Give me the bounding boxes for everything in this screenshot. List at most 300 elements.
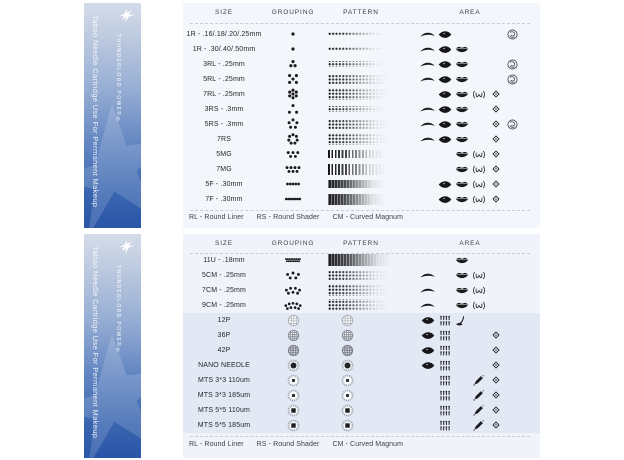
size-label: 5F - .30mm <box>205 180 243 188</box>
pattern-cell <box>328 298 394 313</box>
area-cell <box>419 283 521 298</box>
pattern-swatch-dot-band-2 <box>328 106 388 112</box>
area-lips-icon <box>453 147 470 162</box>
area-eye-icon <box>436 132 453 147</box>
table-row <box>183 358 540 373</box>
area-diamond-icon <box>487 403 504 418</box>
pattern-nano-ring-icon <box>341 359 354 372</box>
area-diamond-icon <box>487 132 504 147</box>
area-cell <box>419 72 521 87</box>
grouping-ring-7-icon <box>263 132 323 147</box>
grouping-tri-3-icon <box>263 57 323 72</box>
area-lips-icon <box>453 87 470 102</box>
brand-tagline: Tattoo Needle Cartridge Use For Permanent Makeup <box>91 246 100 439</box>
pattern-swatch-dot-band-3 <box>328 271 390 280</box>
table-row <box>183 418 540 433</box>
table-row <box>183 283 540 298</box>
area-slot-empty <box>470 358 487 373</box>
area-slot-empty <box>470 72 487 87</box>
table-row <box>183 132 540 147</box>
area-lash-icon <box>453 313 470 328</box>
grouping-mts-dot-sm-icon <box>263 388 323 403</box>
pattern-cell <box>328 177 394 192</box>
area-hair-icon <box>436 418 453 433</box>
pattern-cell <box>328 42 394 57</box>
pattern-mts-dot-sm-icon <box>341 389 354 402</box>
pattern-cell <box>328 268 394 283</box>
area-eye-icon <box>436 177 453 192</box>
area-slot-empty <box>504 343 521 358</box>
table-row <box>183 298 540 313</box>
size-label: 7RL - .25mm <box>203 90 245 98</box>
table-row <box>183 117 540 132</box>
area-diamond-icon <box>487 358 504 373</box>
legend <box>189 441 403 448</box>
area-slot-empty <box>436 253 453 268</box>
pattern-cell <box>328 57 394 72</box>
table-row <box>183 373 540 388</box>
grouping-cm-9-icon <box>263 298 323 313</box>
column-header-size: SIZE <box>214 9 234 16</box>
pattern-cell <box>328 147 394 162</box>
size-label: NANO NEEDLE <box>198 361 250 369</box>
pattern-cell <box>328 418 394 433</box>
pattern-swatch-dot-band-4 <box>328 133 390 145</box>
area-slot-empty <box>419 418 436 433</box>
grouping-tri-3w-icon <box>263 102 323 117</box>
pattern-mesh-12-icon <box>341 314 354 327</box>
table-row <box>183 57 540 72</box>
area-slot-empty <box>470 328 487 343</box>
pattern-cell <box>328 388 394 403</box>
area-breast-icon <box>470 87 487 102</box>
pattern-cell <box>328 253 394 268</box>
area-fingerprint-icon <box>504 27 521 42</box>
pattern-swatch-dot-band-4 <box>328 88 390 100</box>
area-eyebrow-icon <box>419 117 436 132</box>
pattern-cell <box>328 343 394 358</box>
pattern-cell <box>328 403 394 418</box>
size-label: 5RL - .25mm <box>203 75 245 83</box>
area-slot-empty <box>504 253 521 268</box>
area-slot-empty <box>504 102 521 117</box>
pattern-swatch-dot-band-4 <box>328 284 390 296</box>
area-cell <box>419 147 521 162</box>
pattern-swatch-dot-band-3 <box>328 120 390 129</box>
pattern-swatch-dot-band-3 <box>328 75 390 84</box>
pattern-swatch-dot-band-5 <box>328 299 391 312</box>
area-slot-empty <box>470 313 487 328</box>
area-slot-empty <box>504 42 521 57</box>
area-cell <box>419 117 521 132</box>
brand-name: THUNDERLORD POWER® <box>115 34 121 124</box>
area-lips-icon <box>453 268 470 283</box>
size-label: 3RS - .3mm <box>204 105 244 113</box>
area-diamond-icon <box>487 87 504 102</box>
pattern-cell <box>328 117 394 132</box>
area-eyebrow-icon <box>419 102 436 117</box>
area-slot-empty <box>453 403 470 418</box>
area-diamond-icon <box>487 192 504 207</box>
table-row <box>183 343 540 358</box>
area-lips-icon <box>453 57 470 72</box>
area-eye-icon <box>436 42 453 57</box>
column-header-pattern: PATTERN <box>343 240 379 247</box>
legend <box>189 214 403 221</box>
area-slot-empty <box>504 147 521 162</box>
table-row <box>183 253 540 268</box>
area-slot-empty <box>453 27 470 42</box>
size-label: 12P <box>217 316 231 324</box>
grouping-cm-7-icon <box>263 283 323 298</box>
area-diamond-icon <box>487 373 504 388</box>
grouping-cm-5-icon <box>263 268 323 283</box>
thunderbird-logo-icon <box>116 239 138 256</box>
pattern-swatch-solid-bar-wide <box>328 254 392 267</box>
area-slot-empty <box>436 268 453 283</box>
area-cell <box>419 418 521 433</box>
area-diamond-icon <box>487 177 504 192</box>
area-diamond-icon <box>487 388 504 403</box>
area-slot-empty <box>504 283 521 298</box>
area-cell <box>419 132 521 147</box>
grouping-mesh-42-icon <box>263 343 323 358</box>
pattern-cell <box>328 192 394 207</box>
area-cell <box>419 343 521 358</box>
area-lips-icon <box>453 102 470 117</box>
area-lips-icon <box>453 72 470 87</box>
area-slot-empty <box>504 373 521 388</box>
area-slot-empty <box>504 177 521 192</box>
area-slot-empty <box>453 418 470 433</box>
pattern-swatch-stripe-bar-lg <box>328 164 387 175</box>
area-slot-empty <box>504 313 521 328</box>
pattern-cell <box>328 313 394 328</box>
area-cell <box>419 253 521 268</box>
table-row <box>183 388 540 403</box>
table-row <box>183 192 540 207</box>
table-row <box>183 42 540 57</box>
area-cell <box>419 388 521 403</box>
area-eye-icon <box>436 117 453 132</box>
area-breast-icon <box>470 177 487 192</box>
pattern-mts-dot-lg-icon <box>341 404 354 417</box>
area-slot-empty <box>504 132 521 147</box>
area-slot-empty <box>504 192 521 207</box>
area-cell <box>419 268 521 283</box>
pattern-cell <box>328 102 394 117</box>
area-hair-icon <box>436 343 453 358</box>
pattern-cell <box>328 132 394 147</box>
table-row <box>183 268 540 283</box>
area-cell <box>419 373 521 388</box>
table-row <box>183 403 540 418</box>
area-slot-empty <box>470 253 487 268</box>
pattern-mts-dot-sm-icon <box>341 374 354 387</box>
column-header-pattern: PATTERN <box>343 9 379 16</box>
grouping-mag-5-icon <box>263 147 323 162</box>
legend-item: CM - Curved Magnum <box>332 214 404 221</box>
grouping-nano-ring-icon <box>263 358 323 373</box>
area-lips-icon <box>453 162 470 177</box>
pattern-swatch-dot-band-2 <box>328 61 388 67</box>
area-slot-empty <box>504 358 521 373</box>
area-hair-icon <box>436 358 453 373</box>
area-cell <box>419 358 521 373</box>
size-label: MTS 3*3 185um <box>197 391 251 399</box>
area-slot-empty <box>419 388 436 403</box>
area-breast-icon <box>470 298 487 313</box>
pattern-swatch-dots-line <box>328 32 386 36</box>
area-eye-icon <box>419 328 436 343</box>
area-breast-icon <box>470 147 487 162</box>
area-slot-empty <box>419 162 436 177</box>
area-pen-icon <box>470 403 487 418</box>
pattern-cell <box>328 328 394 343</box>
area-slot-empty <box>436 162 453 177</box>
area-cell <box>419 328 521 343</box>
legend-item: RS - Round Shader <box>256 214 320 221</box>
area-slot-empty <box>504 162 521 177</box>
size-label: 7F - .30mm <box>205 195 243 203</box>
grouping-mts-dot-lg-icon <box>263 418 323 433</box>
size-label: MTS 3*3 110um <box>197 376 250 384</box>
star-watermark-icon <box>84 334 141 458</box>
area-cell <box>419 177 521 192</box>
area-breast-icon <box>470 268 487 283</box>
size-label: 11U - .18mm <box>203 256 245 264</box>
area-slot-empty <box>419 147 436 162</box>
area-diamond-icon <box>487 102 504 117</box>
area-slot-empty <box>487 313 504 328</box>
size-label: 7RS <box>216 135 232 143</box>
area-hair-icon <box>436 313 453 328</box>
area-lips-icon <box>453 132 470 147</box>
area-slot-empty <box>436 147 453 162</box>
grouping-x-5-icon <box>263 72 323 87</box>
area-hair-icon <box>436 373 453 388</box>
area-eyebrow-icon <box>419 268 436 283</box>
area-eye-icon <box>419 358 436 373</box>
column-header-grouping: GROUPING <box>271 9 315 16</box>
area-eye-icon <box>419 313 436 328</box>
area-slot-empty <box>470 117 487 132</box>
pattern-mesh-36-icon <box>341 329 354 342</box>
grouping-hex-7-icon <box>263 87 323 102</box>
area-lips-icon <box>453 117 470 132</box>
size-label: 1R - .30/.40/.50mm <box>192 45 256 53</box>
area-slot-empty <box>504 87 521 102</box>
area-lips-icon <box>453 283 470 298</box>
area-hair-icon <box>436 388 453 403</box>
size-label: 5MG <box>216 150 232 158</box>
area-cell <box>419 298 521 313</box>
table-row <box>183 147 540 162</box>
grouping-mts-dot-lg-icon <box>263 403 323 418</box>
dashed-divider <box>190 210 530 211</box>
area-slot-empty <box>504 268 521 283</box>
area-slot-empty <box>504 328 521 343</box>
pattern-cell <box>328 373 394 388</box>
area-cell <box>419 42 521 57</box>
area-slot-empty <box>504 403 521 418</box>
area-slot-empty <box>453 388 470 403</box>
area-slot-empty <box>504 388 521 403</box>
grouping-flat-7-icon <box>263 192 323 207</box>
area-slot-empty <box>419 373 436 388</box>
area-pen-icon <box>470 373 487 388</box>
table-row <box>183 102 540 117</box>
pattern-cell <box>328 358 394 373</box>
legend-item: CM - Curved Magnum <box>332 441 404 448</box>
area-cell <box>419 162 521 177</box>
grouping-u-11-icon <box>263 253 323 268</box>
column-header-area: AREA <box>459 9 481 16</box>
brand-name: THUNDERLORD POWER® <box>115 265 121 355</box>
area-slot-empty <box>436 283 453 298</box>
area-diamond-icon <box>487 162 504 177</box>
size-label: 1R - .16/.18/.20/.25mm <box>186 30 262 38</box>
grouping-mts-dot-sm-icon <box>263 373 323 388</box>
area-slot-empty <box>419 253 436 268</box>
area-slot-empty <box>487 57 504 72</box>
size-label: 7CM - .25mm <box>201 286 247 294</box>
pattern-swatch-solid-bar-lg <box>328 194 385 205</box>
area-cell <box>419 102 521 117</box>
area-lips-icon <box>453 298 470 313</box>
area-slot-empty <box>504 418 521 433</box>
area-slot-empty <box>453 373 470 388</box>
size-label: 5CM - .25mm <box>201 271 247 279</box>
area-pen-icon <box>470 418 487 433</box>
area-breast-icon <box>470 162 487 177</box>
legend-item: RS - Round Shader <box>256 441 320 448</box>
grouping-dot-1-icon <box>263 42 323 57</box>
pattern-cell <box>328 283 394 298</box>
area-eyebrow-icon <box>419 132 436 147</box>
area-diamond-icon <box>487 328 504 343</box>
table-row <box>183 87 540 102</box>
needle-table-2 <box>183 234 540 458</box>
area-cell <box>419 87 521 102</box>
area-eye-icon <box>436 192 453 207</box>
area-slot-empty <box>453 358 470 373</box>
area-eyebrow-icon <box>419 42 436 57</box>
area-slot-empty <box>419 177 436 192</box>
star-watermark-icon <box>84 104 141 228</box>
area-eye-icon <box>419 343 436 358</box>
legend-item: RL - Round Liner <box>189 214 244 221</box>
area-lips-icon <box>453 192 470 207</box>
brand-banner-top <box>84 3 141 228</box>
area-eye-icon <box>436 102 453 117</box>
area-slot-empty <box>419 192 436 207</box>
area-slot-empty <box>487 283 504 298</box>
area-slot-empty <box>487 42 504 57</box>
area-slot-empty <box>470 132 487 147</box>
size-label: MTS 5*5 110um <box>197 406 250 414</box>
pattern-cell <box>328 27 394 42</box>
area-cell <box>419 403 521 418</box>
area-cell <box>419 27 521 42</box>
table-row <box>183 313 540 328</box>
size-label: 7MG <box>216 165 232 173</box>
area-cell <box>419 313 521 328</box>
area-slot-empty <box>504 298 521 313</box>
area-slot-empty <box>487 268 504 283</box>
needle-table-1 <box>183 3 540 228</box>
area-pen-icon <box>470 388 487 403</box>
area-eyebrow-icon <box>419 283 436 298</box>
area-eye-icon <box>436 72 453 87</box>
pattern-cell <box>328 72 394 87</box>
area-slot-empty <box>453 343 470 358</box>
area-slot-empty <box>470 57 487 72</box>
area-diamond-icon <box>487 117 504 132</box>
area-slot-empty <box>470 27 487 42</box>
grouping-dot-1-icon <box>263 27 323 42</box>
area-eye-icon <box>436 87 453 102</box>
grouping-flat-5-icon <box>263 177 323 192</box>
grouping-mesh-12-icon <box>263 313 323 328</box>
area-lips-icon <box>453 253 470 268</box>
column-header-grouping: GROUPING <box>271 240 315 247</box>
dashed-divider <box>190 436 530 437</box>
pattern-cell <box>328 162 394 177</box>
table-row <box>183 177 540 192</box>
area-slot-empty <box>453 328 470 343</box>
area-lips-icon <box>453 42 470 57</box>
area-diamond-icon <box>487 418 504 433</box>
pattern-mesh-42-icon <box>341 344 354 357</box>
brand-banner-bottom <box>84 234 141 458</box>
area-breast-icon <box>470 283 487 298</box>
area-eyebrow-icon <box>419 298 436 313</box>
size-label: 9CM - .25mm <box>201 301 247 309</box>
area-slot-empty <box>487 72 504 87</box>
pattern-swatch-stripe-bar-sm <box>328 150 387 159</box>
pattern-mts-dot-lg-icon <box>341 419 354 432</box>
column-header-area: AREA <box>459 240 481 247</box>
area-slot-empty <box>470 42 487 57</box>
area-lips-icon <box>453 177 470 192</box>
table-row <box>183 162 540 177</box>
area-slot-empty <box>419 87 436 102</box>
area-diamond-icon <box>487 147 504 162</box>
table-row <box>183 27 540 42</box>
area-slot-empty <box>436 298 453 313</box>
pattern-swatch-solid-bar-sm <box>328 180 385 189</box>
area-cell <box>419 57 521 72</box>
area-slot-empty <box>419 403 436 418</box>
size-label: MTS 5*5 185um <box>197 421 251 429</box>
legend-item: RL - Round Liner <box>189 441 244 448</box>
dashed-divider <box>190 23 530 24</box>
area-eyebrow-icon <box>419 57 436 72</box>
thunderbird-logo-icon <box>116 8 138 25</box>
table-row <box>183 72 540 87</box>
area-eyebrow-icon <box>419 27 436 42</box>
area-cell <box>419 192 521 207</box>
area-eye-icon <box>436 27 453 42</box>
area-slot-empty <box>487 298 504 313</box>
size-label: 3RL - .25mm <box>203 60 245 68</box>
brand-tagline: Tattoo Needle Cartridge Use For Permanent Makeup <box>91 15 100 208</box>
area-fingerprint-icon <box>504 57 521 72</box>
area-eye-icon <box>436 57 453 72</box>
column-header-size: SIZE <box>214 240 234 247</box>
pattern-cell <box>328 87 394 102</box>
